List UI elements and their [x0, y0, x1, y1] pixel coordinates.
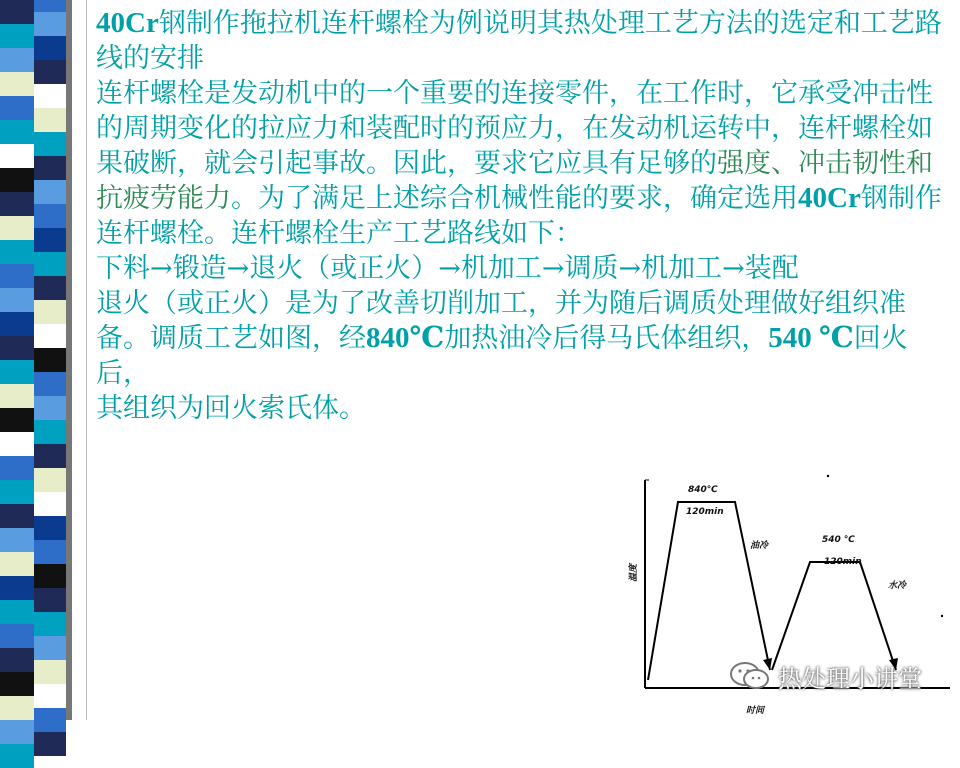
stripe-cell: [34, 324, 66, 348]
stripe-divider: [86, 0, 87, 720]
stripe-cell: [34, 732, 66, 756]
stripe-cell: [34, 348, 66, 372]
stripe-cell: [34, 0, 66, 12]
stripe-cell: [34, 636, 66, 660]
intro-text: 钢制作拖拉机连杆螺栓为例说明其热处理工艺方法的选定和工艺路线的安排: [96, 8, 942, 74]
stripe-cell: [34, 276, 66, 300]
stripe-cell: [34, 708, 66, 732]
steel-grade: 40Cr: [96, 7, 159, 39]
stripe-cell: [0, 0, 34, 24]
stripe-cell: [0, 648, 34, 672]
stripe-cell: [0, 240, 34, 264]
paragraph-annealing: [96, 286, 946, 391]
stripe-cell: [0, 264, 34, 288]
stripe-cell: [34, 60, 66, 84]
stripe-cell: [34, 564, 66, 588]
stripe-cell: [0, 168, 34, 192]
stripe-cell: [34, 540, 66, 564]
stripe-cell: [34, 252, 66, 276]
stripe-cell: [0, 600, 34, 624]
stripe-cell: [34, 12, 66, 36]
stripe-cell: [34, 420, 66, 444]
stripe-cell: [34, 132, 66, 156]
stripe-cell: [0, 96, 34, 120]
stripe-cell: [0, 552, 34, 576]
stripe-cell: [0, 72, 34, 96]
stripe-cell: [0, 312, 34, 336]
stripe-cell: [0, 696, 34, 720]
paragraph-requirements: [96, 76, 946, 251]
stripe-cell: [34, 684, 66, 708]
watermark-text: 热处理小讲堂: [778, 664, 922, 693]
stripe-cell: [0, 288, 34, 312]
stripe-cell: [0, 360, 34, 384]
stripe-cell: [0, 384, 34, 408]
stripe-cell: [34, 588, 66, 612]
paragraph-process-route: 下料→锻造→退火（或正火）→机加工→调质→机加工→装配: [96, 253, 799, 284]
requirements-text-3: 钢制作连杆螺栓。连杆螺栓生产工艺路线如下：: [96, 183, 942, 249]
stripe-cell: [0, 576, 34, 600]
key-properties: 强度、冲击韧性和抗疲劳能力: [96, 148, 933, 214]
stripe-cell: [0, 504, 34, 528]
paragraph-intro: [96, 6, 946, 76]
decorative-stripe-bar: [0, 0, 86, 720]
temper-medium-label: 水冷: [888, 581, 907, 591]
paragraph-result: 其组织为回火索氏体。: [96, 393, 366, 424]
stripe-cell: [34, 204, 66, 228]
stripe-cell: [0, 672, 34, 696]
stripe-shadow: [66, 0, 72, 720]
stripe-cell: [34, 396, 66, 420]
stripe-cell: [34, 180, 66, 204]
quench-time-label: 120min: [686, 507, 724, 517]
stripe-cell: [0, 336, 34, 360]
annealing-text-3: 回火后，: [96, 323, 908, 389]
stripe-cell: [0, 624, 34, 648]
requirements-text-2: 。为了满足上述综合机械性能的要求，确定选用: [231, 183, 798, 214]
stripe-cell: [34, 444, 66, 468]
stripe-cell: [0, 120, 34, 144]
stripe-cell: [0, 192, 34, 216]
stripe-cell: [0, 144, 34, 168]
stripe-cell: [34, 492, 66, 516]
steel-grade-2: 40Cr: [798, 182, 861, 214]
stripe-cell: [34, 228, 66, 252]
stripe-cell: [34, 516, 66, 540]
stripe-cell: [0, 744, 34, 768]
stripe-cell: [0, 24, 34, 48]
temper-temp-label: 540 ℃: [822, 535, 855, 545]
stripe-cell: [34, 84, 66, 108]
stripe-cell: [34, 36, 66, 60]
wechat-icon: [728, 661, 772, 691]
stripe-cell: [0, 720, 34, 744]
stripe-cell: [34, 468, 66, 492]
temper-time-label: 120min: [824, 557, 862, 567]
quench-medium-label: 油冷: [750, 541, 769, 551]
stripe-cell: [34, 612, 66, 636]
stripe-cell: [0, 216, 34, 240]
requirements-text: 连杆螺栓是发动机中的一个重要的连接零件，在工作时，它承受冲击性的周期变化的拉应力和装配时的预应力，在发动机运转中，连杆螺栓如果破断，就会引起事故。因此，要求它应具有足够的: [96, 78, 933, 179]
temper-temperature: 540 ℃: [768, 322, 854, 354]
quench-temperature: 840℃: [366, 322, 445, 354]
quench-temp-label: 840℃: [688, 485, 718, 495]
stripe-cell: [34, 372, 66, 396]
stripe-cell: [0, 528, 34, 552]
watermark: [728, 658, 922, 694]
stripe-cell: [0, 408, 34, 432]
x-axis-label: 时间: [746, 706, 765, 716]
stripe-cell: [34, 300, 66, 324]
stripe-cell: [0, 48, 34, 72]
stripe-cell: [0, 432, 34, 456]
slide-text: [96, 6, 946, 426]
y-axis-label: 温度: [629, 563, 639, 582]
stripe-cell: [34, 156, 66, 180]
annealing-text: 退火（或正火）是为了改善切削加工，并为随后调质处理做好组织准备。调质工艺如图，经: [96, 288, 906, 354]
stripe-cell: [34, 660, 66, 684]
stripe-cell: [34, 108, 66, 132]
annealing-text-2: 加热油冷后得马氏体组织，: [444, 323, 769, 354]
stripe-cell: [0, 456, 34, 480]
stripe-cell: [0, 480, 34, 504]
